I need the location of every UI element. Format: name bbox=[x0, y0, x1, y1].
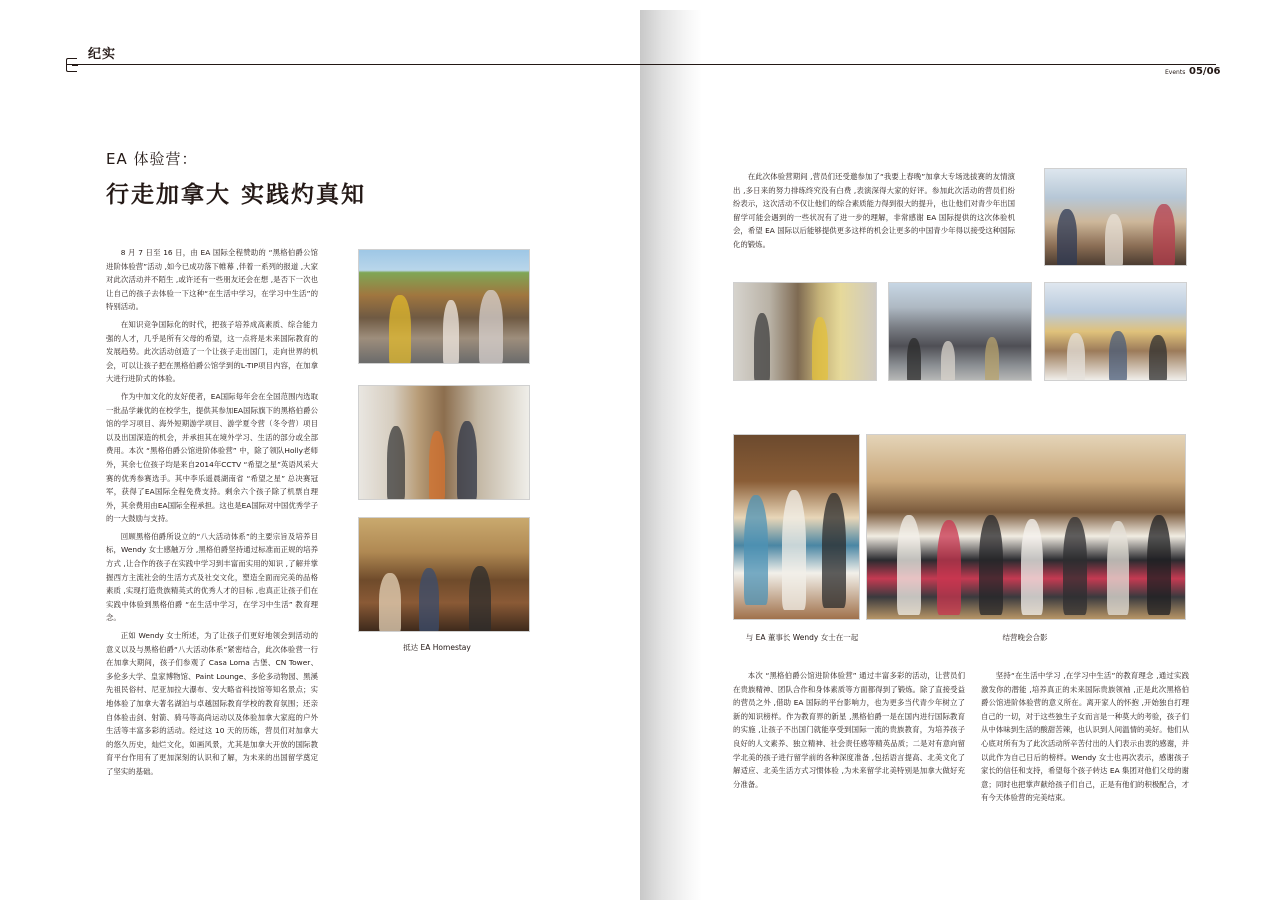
caption-farewell: 结营晚会合影 bbox=[1002, 633, 1048, 642]
caption-with-wendy: 与 EA 董事长 Wendy 女士在一起 bbox=[745, 633, 859, 642]
paragraph: 本次 “黑格伯爵公馆进阶体验营” 通过丰富多彩的活动，让营员们在贵族精神、团队合作和身体素质等方面都得到了锻炼。除了直接受益的营员之外 ,借助 EA 国际的平台影响力，也为更多当代青少年树立了新的知识榜样。作为教育界的新星 ,黑格伯爵一是在国内进行国际教育的实施 ,让孩子不出国门就能享受到国际一流的贵族教育，为培养孩子良好的人文素养、独立精神、社会责任感等精英品质；二是对有意向留学北美的孩子进行留学前的各种深度准备 ,包括语言提高、北美文化了解适应、北美生活方式习惯体验 ,为未来留学北美特别是加拿大做好充分准备。 bbox=[733, 671, 965, 789]
right-bottom-text-column-1 bbox=[733, 669, 965, 795]
photo-arrival-street bbox=[358, 249, 530, 364]
paragraph: 回顾黑格伯爵所设立的“八大活动体系”的主要宗旨及培养目标，Wendy 女士感触万分 ,黑格伯爵坚持通过标准而正规的培养方式 ,让合作的孩子在实践中学习到丰富而实用的知识 ,了解并掌握西方主流社会的生活方式及社交文化，塑造全面而完美的品格素质 ,实现打造贵族精英式的优秀人才的目标 ,也真正让孩子们在实践中体验到黑格伯爵 “在生活中学习，在学习中生活” 教育理念。 bbox=[106, 531, 318, 623]
article-kicker: EA 体验营： bbox=[106, 150, 198, 168]
photo-homestay-dinner bbox=[358, 517, 530, 632]
paragraph: 在此次体验营期间 ,营员们还受邀参加了“我要上春晚”加拿大专场选拔赛的友情演出 ,多日来的努力排练终究没有白费 ,表演深得大家的好评。参加此次活动的营员们纷纷表示，这次活动不仅让他们的综合素质能力得到很大的提升，也让他们对青少年出国留学可能会遇到的一些状况有了进一步的理解，非常感谢 EA 国际提供的这次体验机会，希望 EA 国际以后能够提供更多这样的机会让更多的中国青少年得以接受这种国际化的锻炼。 bbox=[733, 172, 1015, 249]
paragraph: 坚持“在生活中学习 ,在学习中生活”的教育理念 ,通过实践激发你的潜能 ,培养真正的未来国际贵族领袖 ,正是此次黑格伯爵公馆进阶体验营的意义所在。离开家人的怀抱 ,开始独自打理自己的一切，对于这些独生子女而言是一种莫大的考验，孩子们从中体味到生活的酸甜苦辣，也认识到人间温情的美好。他们从心底对所有为了此次活动所辛苦付出的人们表示由衷的感谢，并以此作为自己日后的榜样。Wendy 女士也再次表示，感谢孩子家长的信任和支持，希望每个孩子转达 EA 集团对他们父母的谢意；同时也把掌声献给孩子们自己，正是有他们的积极配合，才有今天体验营的完美结束。 bbox=[981, 671, 1189, 803]
paragraph: 正如 Wendy 女士所述，为了让孩子们更好地领会到活动的意义以及与黑格伯爵“八大活动体系”紧密结合，此次体验营一行在加拿大期间，孩子们参观了 Casa Loma 古堡、CN Tower、多伦多大学、皇家博物馆、Paint Lounge、多伦多动物园、黑溪先祖民俗村、尼亚加拉大瀑布、安大略省科技馆等知名景点；实地体验了加拿大著名湖泊与卓越国际教育学校的教育氛围；还亲自体验击剑、射箭、骑马等高尚运动以及体验加拿大家庭的户外生活等丰富多彩的活动。经过这 10 天的历练，营员们对加拿大的悠久历史，灿烂文化，如画风景，尤其是加拿大开放的国际教育平台作用有了更加深刻的认识和了解，为未来的出国留学奠定了坚实的基础。 bbox=[106, 631, 318, 776]
left-text-column bbox=[106, 246, 318, 783]
photo-study-room bbox=[1044, 282, 1187, 381]
caption-homestay: 抵达 EA Homestay bbox=[403, 643, 471, 652]
photo-city-street bbox=[888, 282, 1032, 381]
section-label: 纪实 bbox=[88, 47, 117, 62]
photo-with-wendy bbox=[733, 434, 860, 620]
paragraph: 8 月 7 日至 16 日，由 EA 国际全程赞助的 “黑格伯爵公馆进阶体验营”活动 ,如今已成功落下帷幕 ,伴着一系列的报道 ,大家对此次活动并不陌生 ,或许还有一些朋友还会在想 ,是否下一次也让自己的孩子去体验一下这种“在生活中学习，在学习中生活”的特别活动。 bbox=[106, 248, 318, 312]
photo-classroom-activity bbox=[1044, 168, 1187, 266]
photo-homestay-entrance bbox=[358, 385, 530, 500]
header-rule bbox=[66, 64, 1216, 65]
photo-paint-lounge bbox=[733, 282, 877, 381]
right-top-text-column bbox=[733, 170, 1015, 256]
right-bottom-text-column-2 bbox=[981, 669, 1189, 809]
paragraph: 作为中加文化的友好使者，EA国际每年会在全国范围内选取一批品学兼优的在校学生，提供其参加EA国际旗下的黑格伯爵公馆的学习项目、海外短期游学项目、游学夏令营（冬令营）项目以及出国深造的机会，并承担其在境外学习、生活的部分或全部费用。本次 “黑格伯爵公馆进阶体验营” 中，除了领队Holly老师外，其余七位孩子均是来自2014年CCTV “希望之星”英语风采大赛的优秀参赛选手。其中李乐遥晨湖南省 “希望之星” 总决赛冠军，获得了EA国际全程免费支持。剩余六个孩子除了机票自理外，其余费用由EA国际全程承担。这也是EA国际对中国优秀学子的一大鼓励与支持。 bbox=[106, 391, 318, 524]
article-title: 行走加拿大 实践灼真知 bbox=[106, 182, 367, 208]
events-label: Events bbox=[1165, 69, 1186, 76]
photo-farewell-party bbox=[866, 434, 1186, 620]
paragraph: 在知识竞争国际化的时代，把孩子培养成高素质、综合能力强的人才，几乎是所有父母的希望，这一点将是未来国际教育的发展趋势。此次活动创造了一个让孩子走出国门，走向世界的机会，可以让孩子把在黑格伯爵公馆学到的L-TIP项目内容，在加拿大进行进阶式的体验。 bbox=[106, 319, 318, 384]
page-gutter-shadow bbox=[640, 10, 702, 900]
page-numbers: 05/06 bbox=[1189, 66, 1221, 77]
